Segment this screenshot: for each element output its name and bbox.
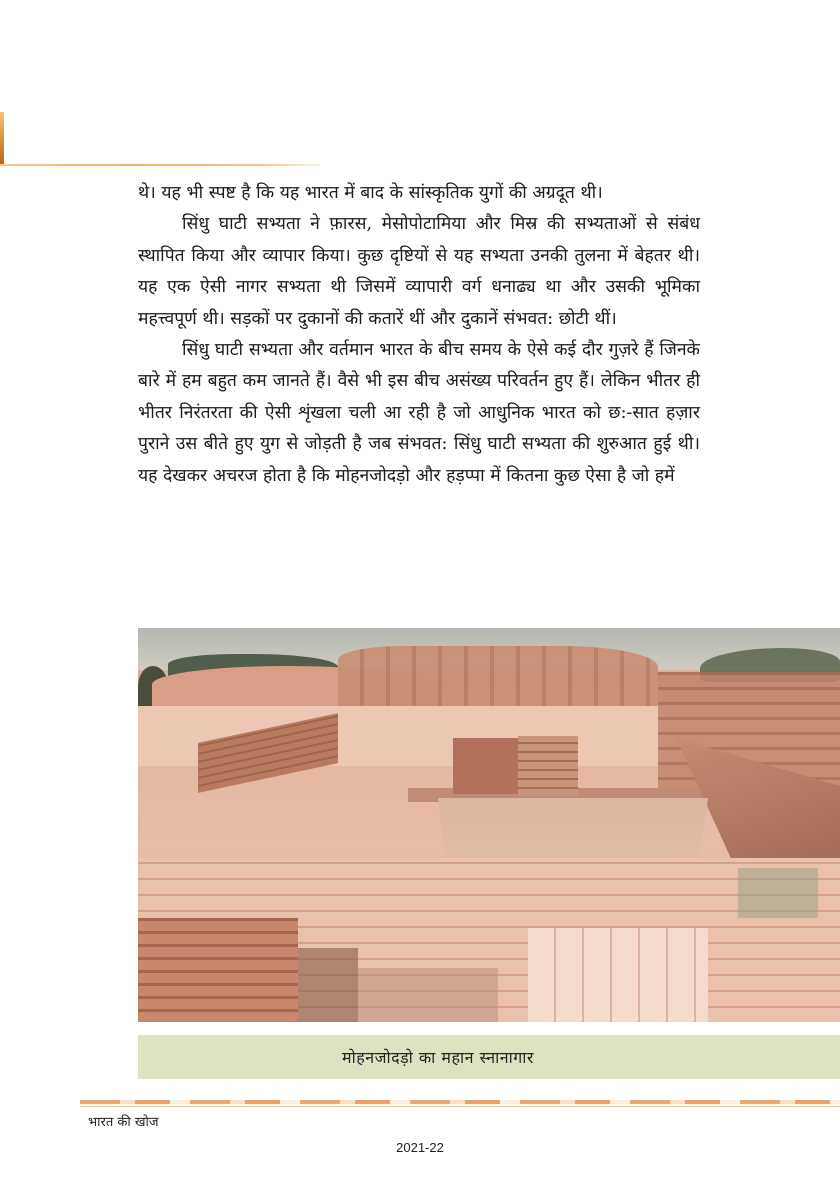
paragraph-1: थे। यह भी स्पष्ट है कि यह भारत में बाद के सांस्कृतिक युगों की अग्रदूत थी। bbox=[138, 183, 603, 203]
photo-drain bbox=[738, 868, 818, 918]
photo-pool-back-wall bbox=[453, 738, 519, 794]
paragraph-3: सिंधु घाटी सभ्यता और वर्तमान भारत के बीच समय के ऐसे कई दौर गुज़रे हैं जिनके बारे में हम बहुत कम जानते हैं। वैसे भी इस बीच असंख्य परिवर्तन हुए हैं। लेकिन भीतर ही भीतर निरंतरता की ऐसी शृंखला चली आ रही है जो आधुनिक भारत को छ:-सात हज़ार पुराने उस बीते हुए युग से जोड़ती है जब संभवत: सिंधु घाटी सभ्यता की शुरुआत हुई थी। यह देखकर अचरज होता है कि मोहनजोदड़ो और हड़प्पा में कितना कुछ ऐसा है जो हमें bbox=[138, 340, 700, 486]
bottom-thin-rule bbox=[80, 1106, 840, 1107]
body-text bbox=[138, 178, 700, 492]
photo-shadow bbox=[298, 948, 358, 1022]
top-decorative-rule bbox=[0, 164, 320, 166]
photo-shadow bbox=[358, 968, 498, 1022]
footer-book-title: भारत की खोज bbox=[88, 1115, 159, 1130]
photo-light-bricks bbox=[528, 928, 708, 1022]
bottom-decorative-rule bbox=[80, 1100, 840, 1104]
photo-pool-steps bbox=[518, 736, 578, 796]
great-bath-photo bbox=[138, 628, 840, 1022]
photo-foreground-block bbox=[138, 918, 298, 1022]
margin-accent-mark bbox=[0, 112, 4, 164]
footer-year: 2021-22 bbox=[396, 1140, 444, 1155]
paragraph-2: सिंधु घाटी सभ्यता ने फ़ारस, मेसोपोटामिया और मिस्र की सभ्यताओं से संबंध स्थापित किया और व्यापार किया। कुछ दृष्टियों से यह सभ्यता उनकी तुलना में बेहतर थी। यह एक ऐसी नागर सभ्यता थी जिसमें व्यापारी वर्ग धनाढ्य था और उसकी भूमिका महत्त्वपूर्ण थी। सड़कों पर दुकानों की कतारें थीं और दुकानें संभवत: छोटी थीं। bbox=[138, 214, 700, 329]
caption-text: मोहनजोदड़ो का महान स्नानागार bbox=[342, 1048, 534, 1067]
figure-caption bbox=[138, 1035, 840, 1079]
